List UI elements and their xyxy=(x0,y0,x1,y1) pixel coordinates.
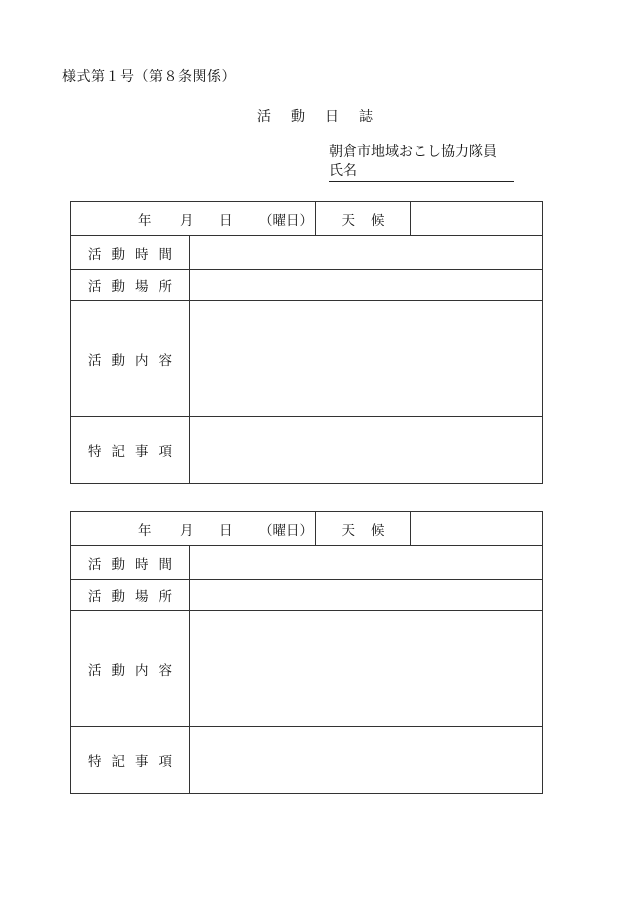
organization-label: 朝倉市地域おこし協力隊員 xyxy=(329,144,497,160)
label-char: 事 xyxy=(135,754,149,770)
activity-content-label xyxy=(71,611,190,727)
activity-place-input[interactable] xyxy=(190,580,543,611)
weather-char: 候 xyxy=(371,212,385,229)
weekday-label: （曜日） xyxy=(259,212,313,229)
label-char: 項 xyxy=(158,444,172,460)
form-number: 様式第１号（第８条関係） xyxy=(62,69,236,85)
activity-time-input[interactable] xyxy=(190,236,543,270)
weather-input[interactable] xyxy=(411,512,543,546)
title-char: 活 xyxy=(257,109,271,125)
day-label: 日 xyxy=(219,212,233,229)
label-char: 活 xyxy=(88,352,102,369)
special-notes-input[interactable] xyxy=(190,727,543,794)
weekday-label: （曜日） xyxy=(259,522,313,539)
label-char: 動 xyxy=(111,352,125,369)
label-char: 時 xyxy=(135,246,149,263)
title-char: 日 xyxy=(325,109,339,125)
label-char: 記 xyxy=(111,444,125,460)
label-char: 動 xyxy=(111,662,125,679)
activity-place-label xyxy=(71,580,190,611)
weather-char: 天 xyxy=(341,522,355,539)
label-char: 動 xyxy=(111,279,125,295)
weather-char: 候 xyxy=(371,522,385,539)
activity-content-label xyxy=(71,301,190,417)
name-field[interactable] xyxy=(329,164,514,182)
label-char: 活 xyxy=(88,589,102,605)
weather-label xyxy=(316,512,411,546)
activity-place-label xyxy=(71,270,190,301)
activity-place-input[interactable] xyxy=(190,270,543,301)
name-label: 氏名 xyxy=(329,163,357,179)
label-char: 所 xyxy=(158,589,172,605)
label-char: 記 xyxy=(111,754,125,770)
label-char: 特 xyxy=(88,444,102,460)
activity-time-input[interactable] xyxy=(190,546,543,580)
year-label: 年 xyxy=(138,212,152,229)
special-notes-input[interactable] xyxy=(190,417,543,484)
date-cell[interactable] xyxy=(71,512,316,546)
label-char: 場 xyxy=(135,589,149,605)
label-char: 活 xyxy=(88,556,102,573)
label-char: 動 xyxy=(111,589,125,605)
weather-input[interactable] xyxy=(411,202,543,236)
label-char: 活 xyxy=(88,662,102,679)
label-char: 間 xyxy=(158,246,172,263)
activity-log-table-2 xyxy=(70,511,543,794)
label-char: 場 xyxy=(135,279,149,295)
label-char: 事 xyxy=(135,444,149,460)
weather-label xyxy=(316,202,411,236)
activity-content-input[interactable] xyxy=(190,611,543,727)
label-char: 所 xyxy=(158,279,172,295)
month-label: 月 xyxy=(180,522,194,539)
label-char: 動 xyxy=(111,556,125,573)
label-char: 内 xyxy=(135,352,149,369)
label-char: 内 xyxy=(135,662,149,679)
label-char: 動 xyxy=(111,246,125,263)
title-char: 誌 xyxy=(359,109,373,125)
page-title xyxy=(0,106,630,126)
activity-log-table-1 xyxy=(70,201,543,484)
label-char: 活 xyxy=(88,246,102,263)
title-char: 動 xyxy=(291,109,305,125)
label-char: 容 xyxy=(158,352,172,369)
month-label: 月 xyxy=(180,212,194,229)
year-label: 年 xyxy=(138,522,152,539)
label-char: 項 xyxy=(158,754,172,770)
label-char: 時 xyxy=(135,556,149,573)
day-label: 日 xyxy=(219,522,233,539)
weather-char: 天 xyxy=(341,212,355,229)
special-notes-label xyxy=(71,417,190,484)
label-char: 間 xyxy=(158,556,172,573)
special-notes-label xyxy=(71,727,190,794)
activity-time-label xyxy=(71,236,190,270)
label-char: 活 xyxy=(88,279,102,295)
activity-content-input[interactable] xyxy=(190,301,543,417)
activity-time-label xyxy=(71,546,190,580)
label-char: 容 xyxy=(158,662,172,679)
label-char: 特 xyxy=(88,754,102,770)
date-cell[interactable] xyxy=(71,202,316,236)
